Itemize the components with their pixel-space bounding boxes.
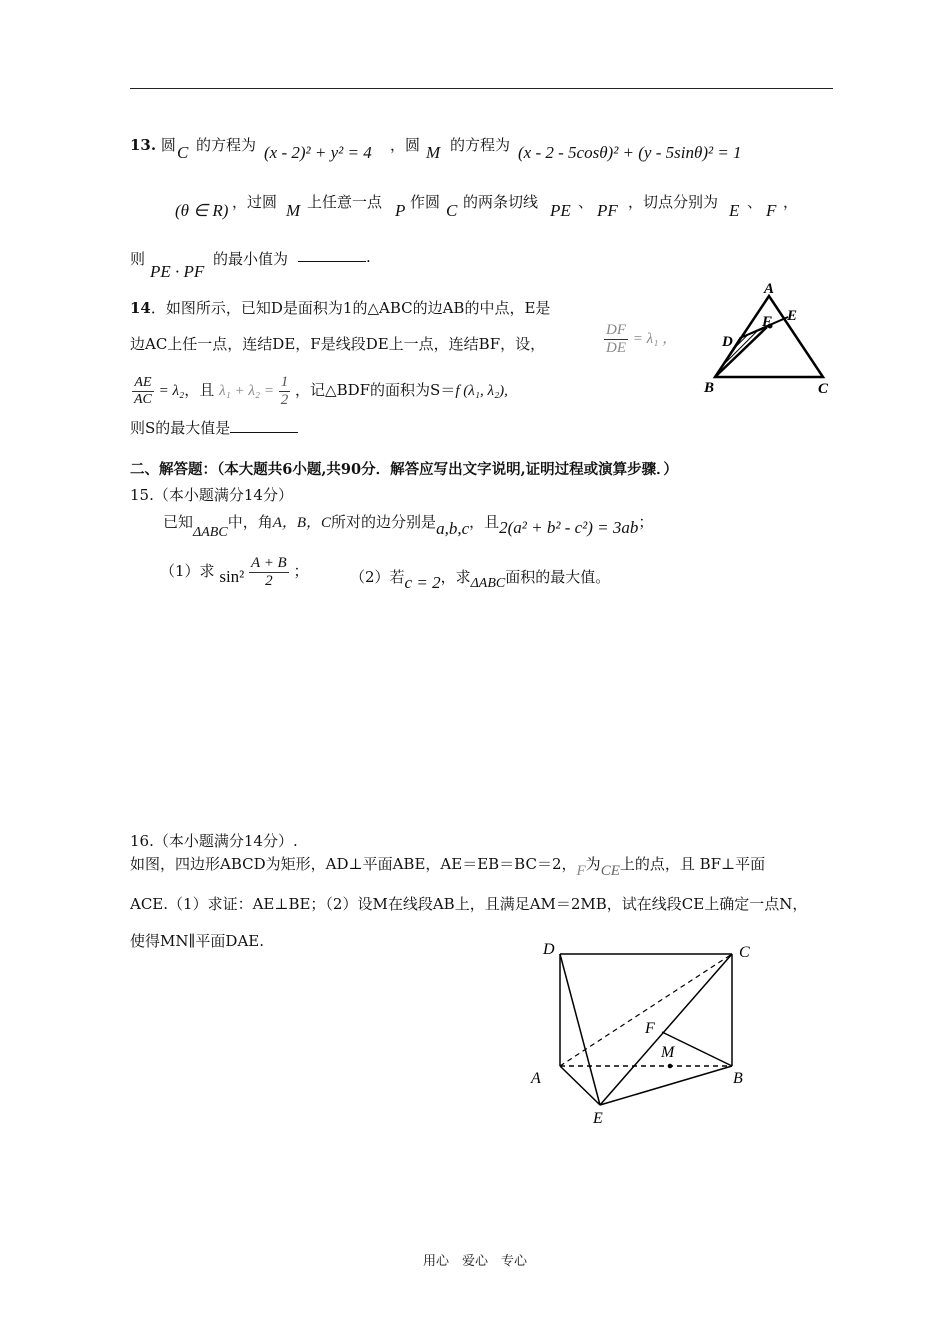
q14-frac-df-de: $\frac{DF}{DE}$ = λ₁ ，: [606, 322, 678, 356]
q13-circle-m: M: [426, 143, 441, 162]
q13-eq-c: (x - 2)² + y² = 4: [264, 143, 372, 162]
label-d: D: [543, 941, 555, 958]
label-c: C: [739, 944, 750, 961]
q13-text: 则: [130, 250, 146, 268]
q13-text: ，: [783, 193, 799, 211]
label-b: B: [704, 380, 715, 396]
q13-text: 的两条切线: [463, 193, 539, 211]
q14-number: 14: [130, 299, 151, 317]
q15-line2: （1）求 sin² $\frac{A + B}{2}$ ；: [160, 555, 309, 589]
q13-theta: (θ ∈ R): [175, 201, 229, 220]
label-c: C: [818, 381, 829, 397]
q13-circle-c: C: [177, 143, 189, 162]
q13-answer-blank: .: [298, 248, 371, 266]
q13-f: F: [766, 201, 777, 220]
q13-text: ，圆: [390, 136, 421, 154]
page-footer: 用心 爱心 专心: [423, 1254, 528, 1269]
q13-number: 13.: [130, 136, 157, 154]
q15-line1: 已知ΔABC中，角A，B，C所对的边分别是a,b,c，且2(a² + b² - c²) = 3ab；: [163, 513, 654, 540]
q16-line2: ACE.（1）求证：AE⊥BE；（2）设M在线段AB上，且满足AM＝2MB，试在线段CE上确定一点N，: [130, 895, 808, 913]
q13-text: 的方程为: [450, 136, 511, 154]
label-e: E: [593, 1110, 603, 1127]
q15-heading: 15.（本小题满分14分）: [130, 486, 293, 504]
q13-text: 的方程为: [196, 136, 257, 154]
q14-answer-blank: [230, 420, 298, 433]
q16-line3: 使得MN∥平面DAE.: [130, 932, 264, 950]
q13-e: E: [729, 201, 740, 220]
q13-c: C: [446, 201, 458, 220]
q16-solid-figure: [525, 935, 760, 1130]
q13-line1: [130, 134, 176, 155]
q13-text: 作圆: [410, 193, 441, 211]
q13-text: 的最小值为: [213, 250, 289, 268]
q16-line1: 如图，四边形ABCD为矩形，AD⊥平面ABE，AE＝EB＝BC＝2，F为CE上的点，且 BF⊥平面: [130, 855, 766, 879]
q14-line4: 则S的最大值是: [130, 417, 298, 438]
label-a: A: [531, 1070, 541, 1087]
q13-p: P: [395, 201, 406, 220]
q13-eq-m: (x - 2 - 5cosθ)² + (y - 5sinθ)² = 1: [518, 143, 742, 162]
label-a: A: [764, 281, 775, 297]
q13-m: M: [286, 201, 301, 220]
q14-frac-ae-ac: $\frac{AE}{AC}$ = λ₂，且 λ₁ + λ₂ = $\frac{1}{2}$ ，记△BDF的面积为S＝f (λ₁, λ₂),: [134, 374, 508, 408]
q13-text: ，切点分别为: [628, 193, 719, 211]
q14-triangle-figure: [700, 280, 835, 398]
q16-heading: 16.（本小题满分14分）.: [130, 832, 298, 850]
label-f: F: [762, 314, 773, 330]
q13-text: 、: [747, 193, 763, 211]
q13-pf: PF: [597, 201, 618, 220]
label-b: B: [733, 1070, 743, 1087]
q15-line2b: （2）若c = 2，求ΔABC面积的最大值。: [350, 568, 611, 592]
q13-text: 、: [578, 193, 594, 211]
q14-line2: 边AC上任一点，连结DE，F是线段DE上一点，连结BF，设，: [130, 335, 546, 353]
q13-pe: PE: [550, 201, 571, 220]
q13-dot-product: PE · PF: [150, 262, 205, 281]
label-m: M: [661, 1044, 675, 1061]
q13-text: 圆: [160, 136, 176, 154]
label-d: D: [722, 334, 733, 350]
q13-text: 上任意一点: [307, 193, 383, 211]
q13-text: ，过圆: [232, 193, 278, 211]
header-rule: [130, 88, 833, 89]
q14-line1: 14．如图所示，已知D是面积为1的△ABC的边AB的中点，E是: [130, 299, 551, 317]
label-e: E: [787, 308, 798, 324]
label-f: F: [645, 1020, 655, 1037]
section-heading: 二、解答题：（本大题共6小题,共90分．解答应写出文字说明,证明过程或演算步骤．）: [130, 461, 678, 478]
